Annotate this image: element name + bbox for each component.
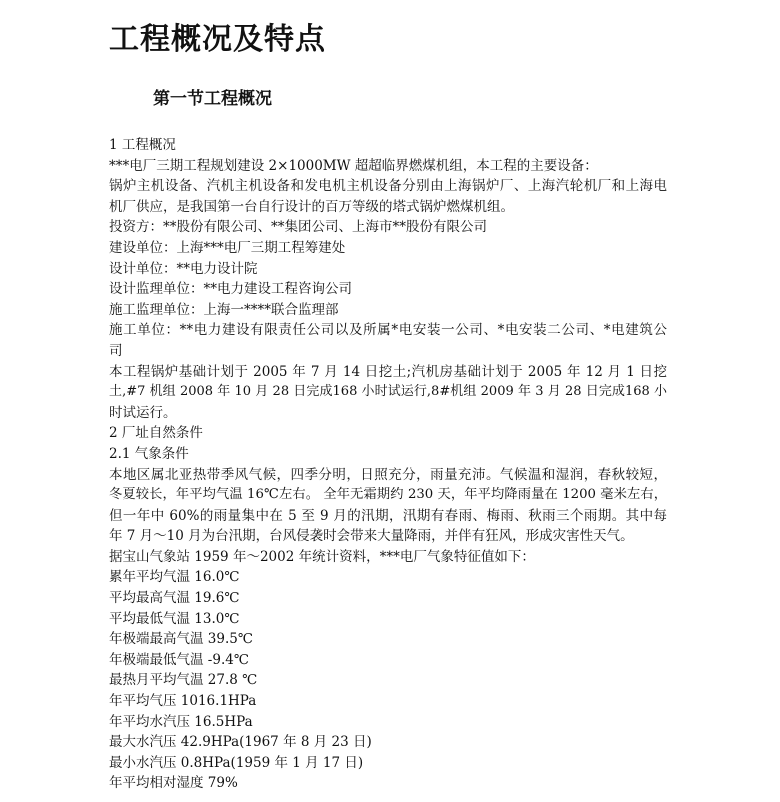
climate-paragraph-line: 但一年中 60%的雨量集中在 5 至 9 月的汛期，汛期有春雨、梅雨、秋雨三个雨期。其中每 <box>109 507 667 524</box>
heading-site-conditions: 2 厂址自然条件 <box>109 425 203 442</box>
stat-item: 最热月平均气温 27.8 ℃ <box>109 672 258 689</box>
design-supervisor-line: 设计监理单位：**电力建设工程咨询公司 <box>109 281 352 298</box>
contractor-line-cont: 司 <box>109 342 123 359</box>
paragraph-line: 锅炉主机设备、汽机主机设备和发电机主机设备分别由上海锅炉厂、上海汽轮机厂和上海电 <box>109 178 667 195</box>
schedule-line: 本工程锅炉基础计划于 2005 年 7 月 14 日挖土;汽机房基础计划于 2005 年 12 月 1 日挖 <box>109 363 667 380</box>
document-title: 工程概况及特点 <box>109 22 326 57</box>
heading-project-overview: 1 工程概况 <box>109 137 176 153</box>
investor-line: 投资方：**股份有限公司、**集团公司、上海市**股份有限公司 <box>109 219 487 236</box>
heading-meteorology: 2.1 气象条件 <box>109 445 189 462</box>
schedule-line: 时试运行。 <box>109 404 177 421</box>
section-title: 第一节工程概况 <box>153 89 272 109</box>
climate-paragraph-line: 冬夏较长，年平均气温 16℃左右。 全年无霜期约 230 天，年平均降雨量在 1200 毫米左右， <box>109 487 667 503</box>
stat-item: 累年平均气温 16.0℃ <box>109 569 240 586</box>
stat-item: 最小水汽压 0.8HPa(1959 年 1 月 17 日) <box>109 754 364 771</box>
stat-item: 年平均气压 1016.1HPa <box>109 693 257 710</box>
paragraph-line: ***电厂三期工程规划建设 2×1000MW 超超临界燃煤机组，本工程的主要设备： <box>109 157 598 174</box>
climate-paragraph-line: 年 7 月～10 月为台汛期，台风侵袭时会带来大量降雨，并伴有狂风，形成灾害性天气。 <box>109 528 634 545</box>
schedule-line: 土,#7 机组 2008 年 10 月 28 日完成168 小时试运行,8#机组 2009 年 3 月 28 日完成168 小 <box>109 384 667 400</box>
stat-item: 平均最低气温 13.0℃ <box>109 610 240 627</box>
stat-item: 年平均水汽压 16.5HPa <box>109 713 253 730</box>
builder-line: 建设单位：上海***电厂三期工程筹建处 <box>109 239 346 256</box>
construction-supervisor-line: 施工监理单位：上海一****联合监理部 <box>109 301 339 318</box>
stat-item: 平均最高气温 19.6℃ <box>109 590 240 607</box>
statistics-intro: 据宝山气象站 1959 年～2002 年统计资料，***电厂气象特征值如下： <box>109 548 535 565</box>
stat-item: 最大水汽压 42.9HPa(1967 年 8 月 23 日) <box>109 734 372 751</box>
climate-paragraph-line: 本地区属北亚热带季风气候，四季分明，日照充分，雨量充沛。气候温和湿润，春秋较短， <box>109 466 667 483</box>
contractor-line: 施工单位：**电力建设有限责任公司以及所属*电安装一公司、*电安装二公司、*电建筑公 <box>109 322 667 339</box>
stat-item: 年平均相对湿度 79% <box>109 775 238 792</box>
stat-item: 年极端最高气温 39.5℃ <box>109 631 253 648</box>
stat-item: 年极端最低气温 -9.4℃ <box>109 651 249 668</box>
document-body <box>109 135 667 794</box>
designer-line: 设计单位：**电力设计院 <box>109 260 258 277</box>
paragraph-line: 机厂供应，是我国第一台自行设计的百万等级的塔式锅炉燃煤机组。 <box>109 198 514 215</box>
